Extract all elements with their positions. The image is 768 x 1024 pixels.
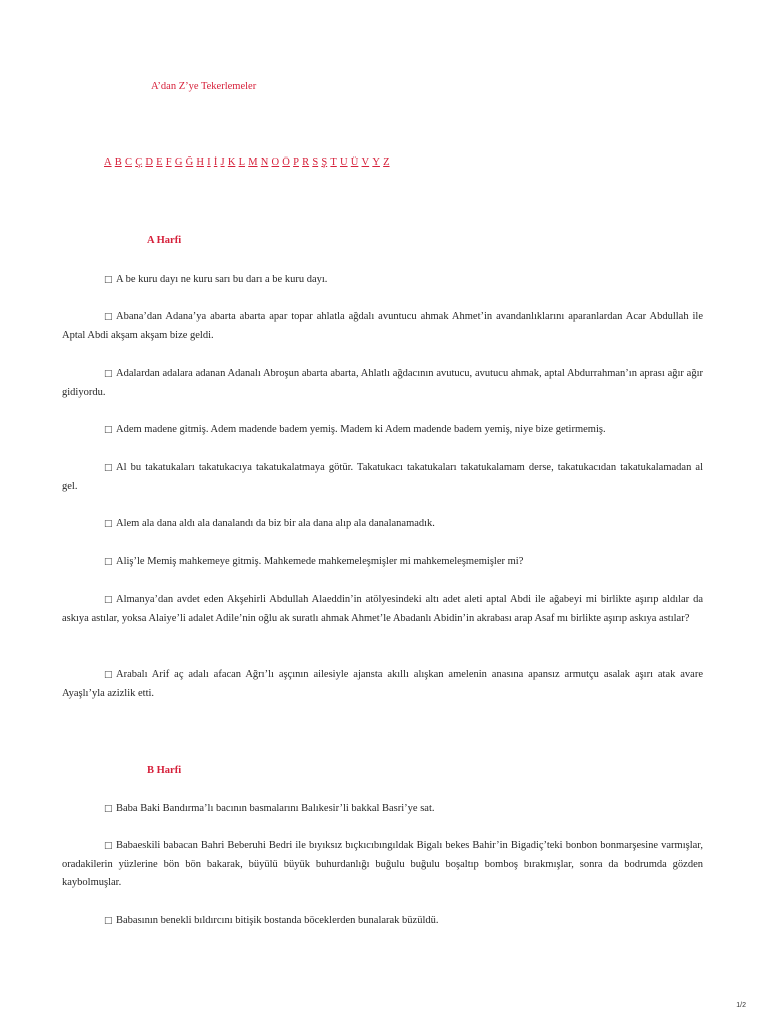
letter-link[interactable]: Ö <box>282 157 290 168</box>
letter-link[interactable]: Ç <box>135 157 143 168</box>
list-item <box>62 421 703 440</box>
list-item-text: Aliş’le Memiş mahkemeye gitmiş. Mahkemede mahkemeleşmişler mi mahkemeleşmemişler mi? <box>116 556 524 567</box>
letter-link[interactable]: V <box>361 157 370 168</box>
letter-link[interactable]: P <box>293 157 299 168</box>
checkbox-bullet-icon: □ <box>104 463 113 473</box>
checkbox-bullet-icon: □ <box>104 519 113 529</box>
checkbox-bullet-icon: □ <box>104 841 113 851</box>
list-item <box>62 308 703 345</box>
list-item <box>62 365 703 402</box>
list-item <box>62 912 703 931</box>
letter-link[interactable]: İ <box>213 157 218 168</box>
checkbox-bullet-icon: □ <box>104 916 113 926</box>
list-item <box>62 591 703 628</box>
letter-link[interactable]: F <box>165 157 172 168</box>
list-item <box>62 459 703 496</box>
list-item-text: Babasının benekli bıldırcını bitişik bostanda böceklerden bunalarak büzüldü. <box>116 915 439 926</box>
letter-link[interactable]: I <box>207 157 211 168</box>
page-title: A’dan Z’ye Tekerlemeler <box>151 81 257 92</box>
list-item-text: Al bu takatukaları takatukacıya takatukalatmaya götür. Takatukacı takatukaları takatukalamam derse, takatukacıdan takatukalamadan al gel. <box>62 462 703 492</box>
list-item <box>62 553 703 572</box>
letter-link[interactable]: C <box>124 157 132 168</box>
letter-link[interactable]: Z <box>383 157 390 168</box>
checkbox-bullet-icon: □ <box>104 275 113 285</box>
section-heading-b: B Harfi <box>147 765 182 776</box>
letter-link[interactable]: N <box>260 157 269 168</box>
letter-link[interactable]: G <box>174 157 183 168</box>
letter-link[interactable]: B <box>114 157 122 168</box>
letter-link[interactable]: Y <box>372 157 380 168</box>
checkbox-bullet-icon: □ <box>104 804 113 814</box>
checkbox-bullet-icon: □ <box>104 595 113 605</box>
list-item-text: A be kuru dayı ne kuru sarı bu darı a be kuru dayı. <box>116 274 328 285</box>
section-heading-a: A Harfi <box>147 235 182 246</box>
letter-link[interactable]: T <box>330 157 337 168</box>
list-item <box>62 800 703 819</box>
letter-link[interactable]: O <box>271 157 280 168</box>
list-item-text: Alem ala dana aldı ala danalandı da biz bir ala dana alıp ala danalanamadık. <box>116 518 435 529</box>
checkbox-bullet-icon: □ <box>104 425 113 435</box>
checkbox-bullet-icon: □ <box>104 670 113 680</box>
letter-link[interactable]: U <box>339 157 348 168</box>
letter-link[interactable]: Ş <box>321 157 328 168</box>
letter-link[interactable]: L <box>238 157 246 168</box>
list-item <box>62 837 703 893</box>
list-item-text: Adem madene gitmiş. Adem madende badem yemiş. Madem ki Adem madende badem yemiş, niye bize getirmemiş. <box>116 424 606 435</box>
list-item-text: Abana’dan Adana’ya abarta abarta apar topar ahlatla ağdalı avuntucu ahmak Ahmet’in avandanlıklarını aparanlardan Acar Abdullah ile Aptal Abdi akşam akşam bize geldi. <box>62 311 703 341</box>
list-item-text: Arabalı Arif aç adalı afacan Ağrı’lı aşçının ailesiyle ajansta akıllı alışkan amelenin anasına apansız armutçu asalak aşırı atak avare Ayaşlı’yla azizlik etti. <box>62 669 703 699</box>
list-item <box>62 271 703 290</box>
letter-link[interactable]: E <box>156 157 163 168</box>
letter-link[interactable]: D <box>145 157 153 168</box>
letter-link[interactable]: S <box>312 157 319 168</box>
letter-link[interactable]: J <box>220 157 225 168</box>
letter-link[interactable]: R <box>302 157 310 168</box>
letter-link[interactable]: H <box>196 157 204 168</box>
page-number: 1/2 <box>736 1002 746 1009</box>
alphabet-index <box>104 157 393 168</box>
letter-link[interactable]: Ü <box>350 157 359 168</box>
checkbox-bullet-icon: □ <box>104 557 113 567</box>
list-item-text: Baba Baki Bandırma’lı bacının basmalarını Balıkesir’li bakkal Basri’ye sat. <box>116 803 435 814</box>
list-item <box>62 515 703 534</box>
list-item-text: Adalardan adalara adanan Adanalı Abroşun abarta abarta, Ahlatlı ağdacının avutucu, avutucu ahmak, aptal Abdurrahman’ın aprası ağır ağır gidiyordu. <box>62 368 703 398</box>
letter-link[interactable]: M <box>248 157 258 168</box>
checkbox-bullet-icon: □ <box>104 369 113 379</box>
letter-link[interactable]: K <box>227 157 236 168</box>
list-item <box>62 666 703 703</box>
list-item-text: Babaeskili babacan Bahri Beberuhi Bedri ile bıyıksız bıçkıcıbıngıldak Bigalı bekes Bahir’in Bigadiç’teki bonbon bonmarşesine varmışlar, oradakilerin yüzlerine bön bön bakarak, büyülü büyük buhurdanlığı buğulu buğulu boşaltıp bomboş bırakmışlar, sonra da bodrumda gözden kaybolmuşlar. <box>62 840 703 888</box>
letter-link[interactable]: Ğ <box>185 157 194 168</box>
letter-link[interactable]: A <box>104 157 112 168</box>
checkbox-bullet-icon: □ <box>104 312 113 322</box>
list-item-text: Almanya’dan avdet eden Akşehirli Abdullah Alaeddin’in atölyesindeki altı adet aleti aptal Abdi ile ağabeyi mi birlikte aşırıp aldılar da askıya astılar, yoksa Alaiye’li adalet Adile’nin oğlu ak suratlı ahmak Ahmet’le Abadanlı Abidin’in akrabası arap Asaf mı birlikte aşırıp askıya astılar? <box>62 594 703 624</box>
